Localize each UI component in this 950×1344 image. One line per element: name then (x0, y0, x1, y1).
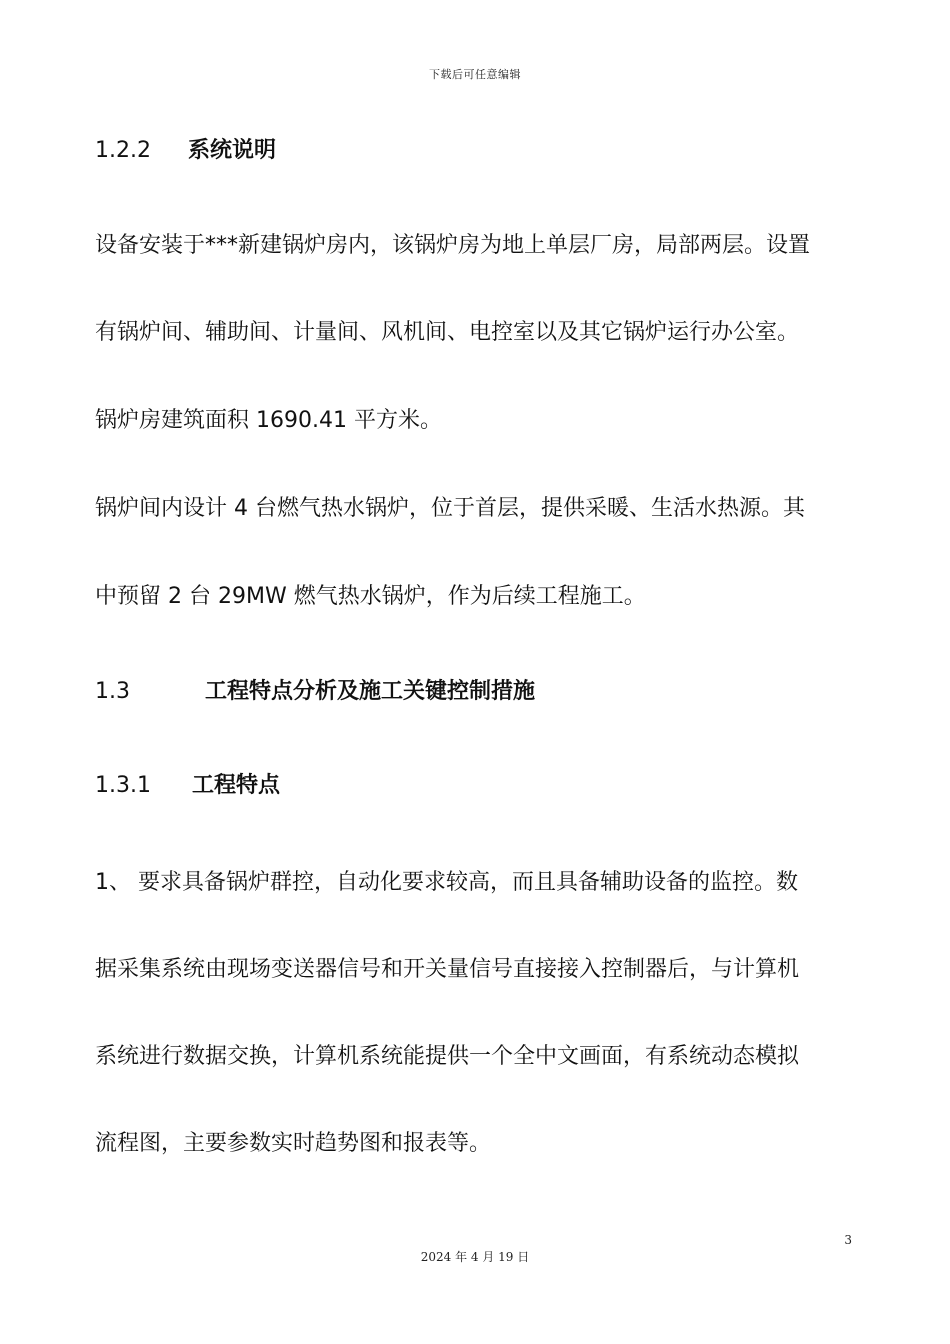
paragraph-line: 系统进行数据交换，计算机系统能提供一个全中文画面，有系统动态模拟 (95, 1044, 800, 1069)
section-heading-1-2-2 (95, 136, 277, 166)
section-heading-1-3 (95, 677, 536, 707)
section-title: 工程特点 (192, 773, 281, 798)
page-number: 3 (844, 1233, 852, 1247)
paragraph-line: 据采集系统由现场变送器信号和开关量信号直接接入控制器后，与计算机 (95, 957, 800, 982)
section-number: 1.3 (95, 679, 130, 704)
section-number: 1.2.2 (95, 138, 151, 163)
paragraph-line: 中预留 2 台 29MW 燃气热水锅炉，作为后续工程施工。 (95, 584, 646, 609)
paragraph-line: 设备安装于***新建锅炉房内，该锅炉房为地上单层厂房，局部两层。设置 (95, 233, 811, 258)
paragraph-line: 锅炉间内设计 4 台燃气热水锅炉，位于首层，提供采暖、生活水热源。其 (95, 496, 805, 521)
paragraph-line: 有锅炉间、辅助间、计量间、风机间、电控室以及其它锅炉运行办公室。 (95, 320, 800, 345)
paragraph-line: 流程图，主要参数实时趋势图和报表等。 (95, 1131, 492, 1156)
section-heading-1-3-1 (95, 771, 281, 801)
section-number: 1.3.1 (95, 773, 151, 798)
paragraph-line: 锅炉房建筑面积 1690.41 平方米。 (95, 408, 442, 433)
section-title: 系统说明 (188, 138, 277, 163)
paragraph-line: 1、 要求具备锅炉群控，自动化要求较高，而且具备辅助设备的监控。数 (95, 870, 798, 895)
section-title: 工程特点分析及施工关键控制措施 (205, 679, 536, 704)
header-note: 下载后可任意编辑 (429, 68, 521, 81)
footer-date: 2024 年 4 月 19 日 (420, 1250, 530, 1264)
